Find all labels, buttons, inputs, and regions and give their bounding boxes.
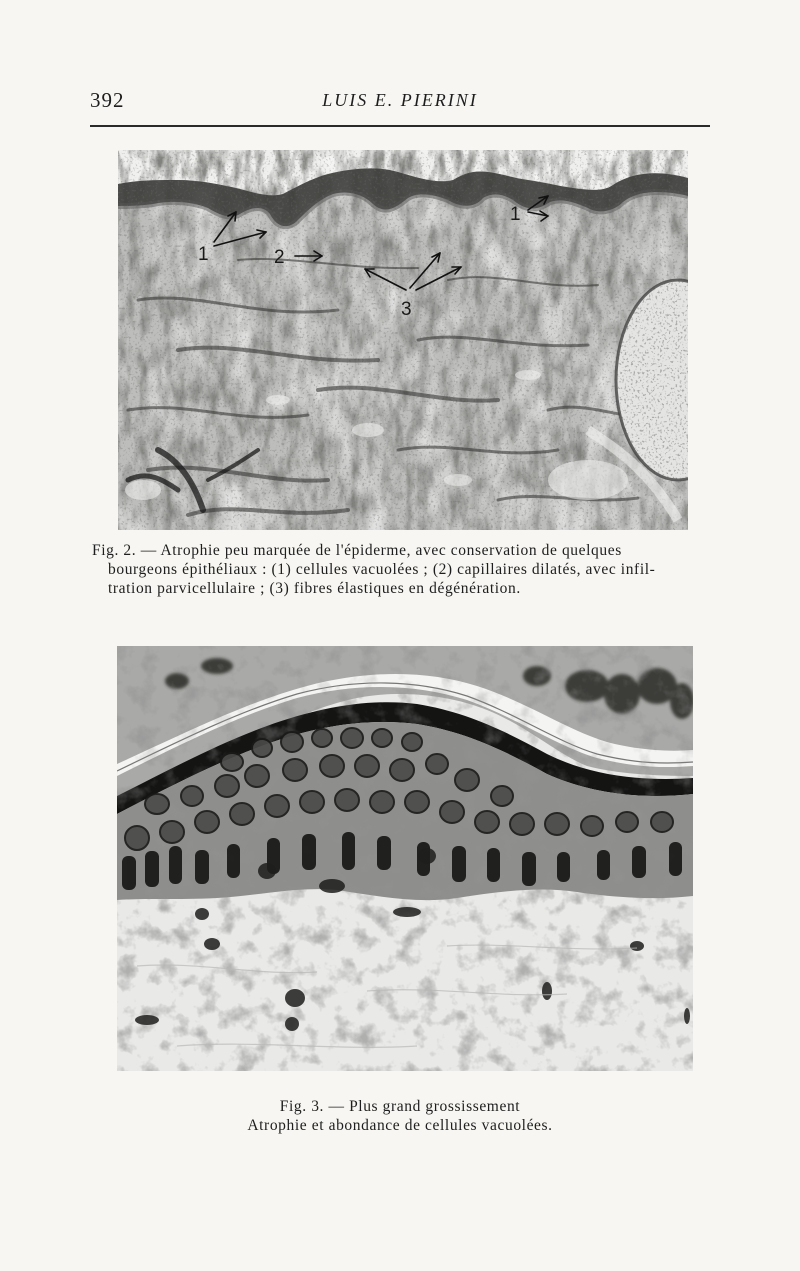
figure-2-label-1b: 1 [510,204,521,225]
figure-2-caption-line: Fig. 2. — Atrophie peu marquée de l'épiderme, avec conservation de quelques [92,542,622,559]
figure-2-caption-line: bourgeons épithéliaux : (1) cellules vacuolées ; (2) capillaires dilatés, avec infil- [108,561,656,578]
figure-2-micrograph [118,150,688,530]
figure-3-image [117,646,693,1071]
figure-2-caption [92,541,716,598]
figure-2-label-2: 2 [274,247,285,268]
figure-3-caption [100,1097,700,1135]
figure-2-caption-line: tration parvicellulaire ; (3) fibres élastiques en dégénération. [108,580,521,597]
figure-3-caption-line: Fig. 3. — Plus grand grossissement [279,1098,521,1115]
figure-3-caption-line: Atrophie et abondance de cellules vacuolées. [247,1117,553,1134]
running-head [90,88,710,118]
figure-2-label-3: 3 [401,299,412,320]
figure-2-label-1: 1 [198,244,209,265]
figure-2-image [118,150,688,530]
running-title: LUIS E. PIERINI [322,90,478,110]
page-number: 392 [90,88,125,112]
header-rule [90,125,710,127]
figure-3-micrograph [117,646,693,1071]
